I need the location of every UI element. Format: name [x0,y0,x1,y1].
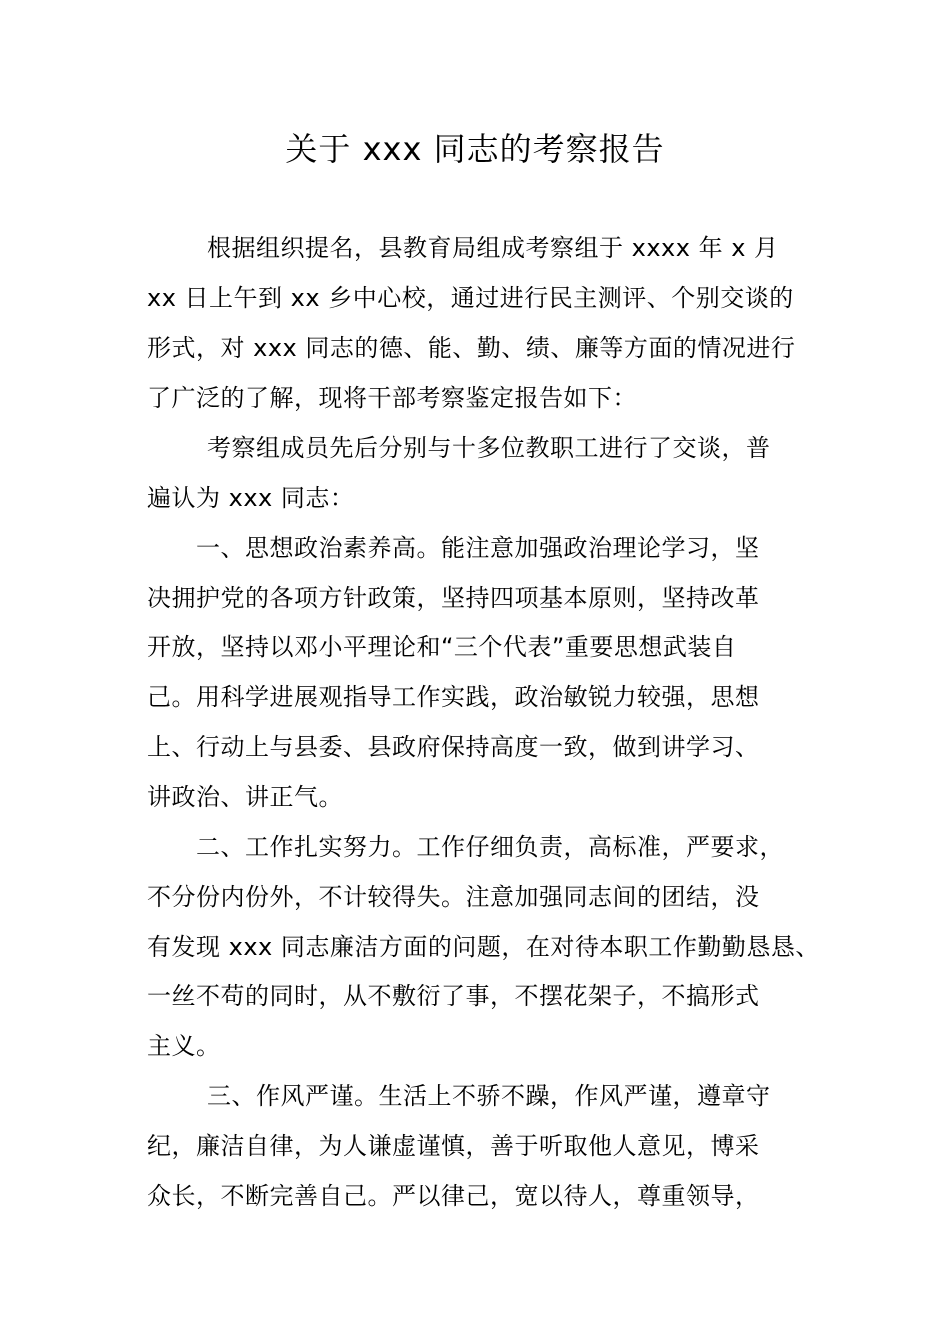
paragraph-line: 主义。 [147,1032,221,1060]
paragraph-line: 一丝不苟的同时，从不敷衍了事，不摆花架子，不搞形式 [147,982,760,1010]
paragraph-line: 己。用科学进展观指导工作实践，政治敏锐力较强，思想 [147,683,760,711]
paragraph-line: 一、思想政治素养高。能注意加强政治理论学习，坚 [196,534,760,562]
paragraph-line: 三、作风严谨。生活上不骄不躁，作风严谨，遵章守 [207,1082,771,1110]
paragraph-line: 上、行动上与县委、县政府保持高度一致，做到讲学习、 [147,733,760,761]
paragraph-line: 遍认为 xxx 同志： [147,484,355,512]
paragraph-line: 根据组织提名，县教育局组成考察组于 xxxx 年 x 月 [207,234,779,262]
paragraph-line: 考察组成员先后分别与十多位教职工进行了交谈，普 [207,434,771,462]
paragraph-line: 二、工作扎实努力。工作仔细负责，高标准，严要求， [196,833,784,861]
paragraph-line: 决拥护党的各项方针政策，坚持四项基本原则，坚持改革 [147,584,760,612]
paragraph-line: 不分份内份外，不计较得失。注意加强同志间的团结，没 [147,883,760,911]
paragraph-line: 了广泛的了解，现将干部考察鉴定报告如下： [147,384,637,412]
paragraph-line: xx 日上午到 xx 乡中心校，通过进行民主测评、个别交谈的 [147,284,794,312]
paragraph-line: 众长，不断完善自己。严以律己，宽以待人，尊重领导， [147,1182,760,1210]
paragraph-line: 形式，对 xxx 同志的德、能、勤、绩、廉等方面的情况进行 [147,334,796,362]
document-title: 关于 xxx 同志的考察报告 [285,130,665,168]
paragraph-line: 讲政治、讲正气。 [147,783,343,811]
paragraph-line: 纪，廉洁自律，为人谦虚谨慎，善于听取他人意见，博采 [147,1132,760,1160]
paragraph-line: 有发现 xxx 同志廉洁方面的问题，在对待本职工作勤勤恳恳、 [147,933,820,961]
paragraph-line: 开放，坚持以邓小平理论和“三个代表”重要思想武装自 [147,633,737,661]
